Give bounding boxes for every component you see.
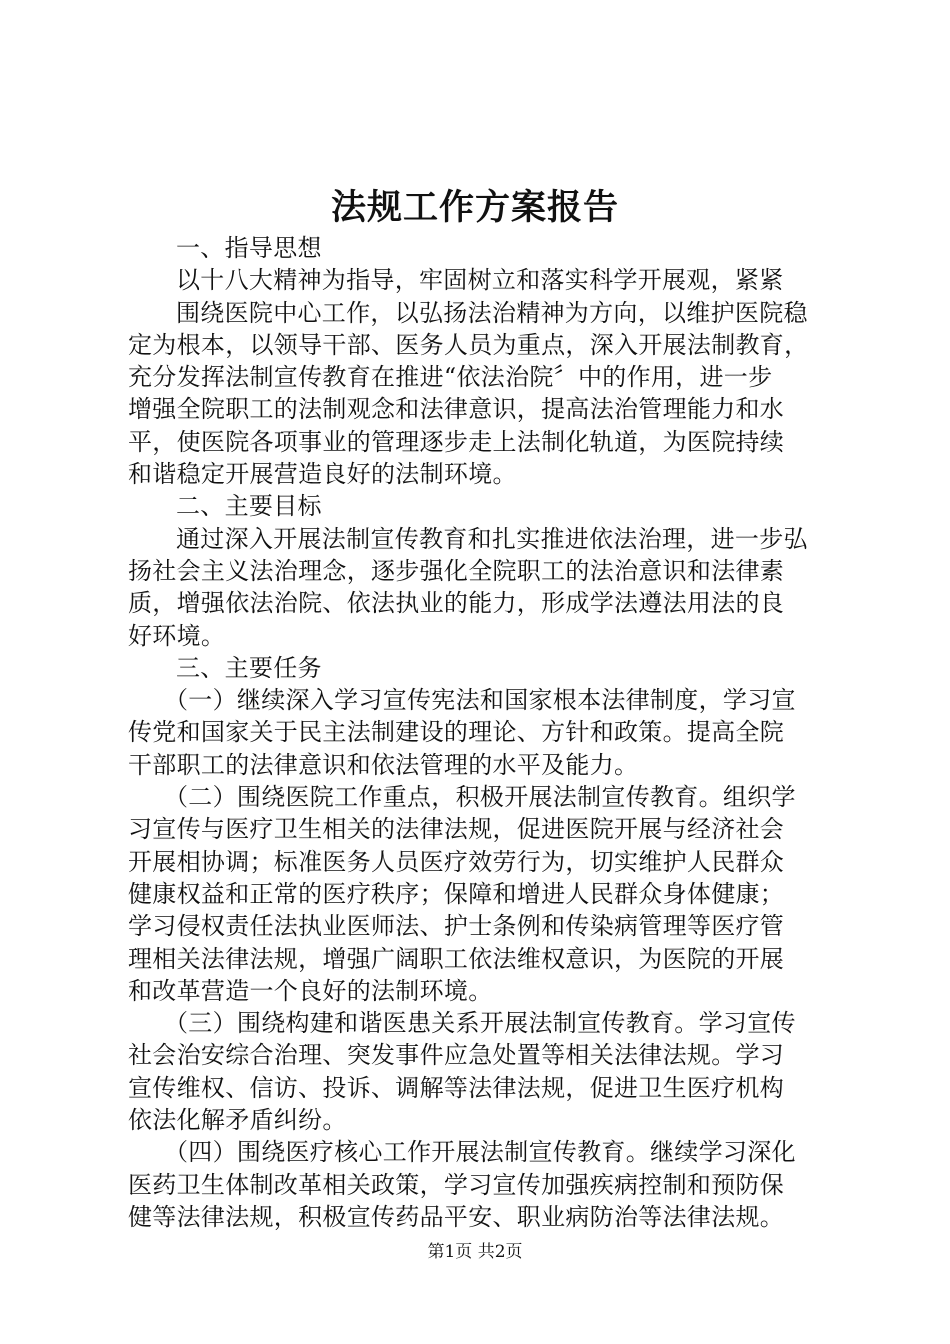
paragraph-line: （一）继续深入学习宣传宪法和国家根本法律制度，学习宣: [164, 686, 796, 715]
paragraph-line: 开展相协调；标准医务人员医疗效劳行为，切实维护人民群众: [128, 847, 785, 876]
paragraph-line: 习宣传与医疗卫生相关的法律法规，促进医院开展与经济社会: [128, 815, 785, 844]
paragraph-line: 充分发挥法制宣传教育在推进“依法治院〞中的作用，进一步: [128, 363, 773, 392]
paragraph-line: 围绕医院中心工作，以弘扬法治精神为方向，以维护医院稳: [176, 298, 808, 327]
paragraph-line: 社会治安综合治理、突发事件应急处置等相关法律法规。学习: [128, 1041, 785, 1070]
paragraph-line: 健等法律法规，积极宣传药品平安、职业病防治等法律法规。: [128, 1202, 785, 1231]
paragraph-line: 健康权益和正常的医疗秩序；保障和增进人民群众身体健康；: [128, 879, 785, 908]
paragraph-line: 传党和国家关于民主法制建设的理论、方针和政策。提高全院: [128, 718, 785, 747]
paragraph-line: （二）围绕医院工作重点，积极开展法制宣传教育。组织学: [164, 783, 796, 812]
paragraph-line: 以十八大精神为指导，牢固树立和落实科学开展观，紧紧: [176, 266, 784, 295]
paragraph-line: 增强全院职工的法制观念和法律意识，提高法治管理能力和水: [128, 395, 785, 424]
paragraph-line: （三）围绕构建和谐医患关系开展法制宣传教育。学习宣传: [164, 1009, 796, 1038]
paragraph-line: 定为根本，以领导干部、医务人员为重点，深入开展法制教育，: [128, 330, 809, 359]
page-footer: 第1页 共2页: [427, 1242, 523, 1262]
paragraph-line: 医药卫生体制改革相关政策，学习宣传加强疾病控制和预防保: [128, 1170, 785, 1199]
section-heading-guiding-ideology: 一、指导思想: [176, 234, 322, 262]
paragraph-line: 宣传维权、信访、投诉、调解等法律法规，促进卫生医疗机构: [128, 1073, 785, 1102]
paragraph-line: 学习侵权责任法执业医师法、护士条例和传染病管理等医疗管: [128, 912, 785, 941]
paragraph-line: 平，使医院各项事业的管理逐步走上法制化轨道，为医院持续: [128, 427, 785, 456]
paragraph-line: （四）围绕医疗核心工作开展法制宣传教育。继续学习深化: [164, 1138, 796, 1167]
section-heading-main-tasks: 三、主要任务: [176, 653, 322, 682]
document-body: [128, 232, 834, 1233]
paragraph-line: 好环境。: [128, 621, 226, 650]
paragraph-line: 扬社会主义法治理念，逐步强化全院职工的法治意识和法律素: [128, 556, 785, 585]
paragraph-line: 和谐稳定开展营造良好的法制环境。: [128, 460, 517, 489]
document-title: 法规工作方案报告: [330, 187, 619, 228]
paragraph-line: 和改革营造一个良好的法制环境。: [128, 976, 493, 1005]
paragraph-line: 依法化解矛盾纠纷。: [128, 1106, 347, 1135]
paragraph-line: 干部职工的法律意识和依法管理的水平及能力。: [128, 750, 639, 779]
section-heading-main-goals: 二、主要目标: [176, 492, 322, 521]
paragraph-line: 通过深入开展法制宣传教育和扎实推进依法治理，进一步弘: [176, 524, 808, 553]
paragraph-line: 质，增强依法治院、依法执业的能力，形成学法遵法用法的良: [128, 589, 785, 618]
paragraph-line: 理相关法律法规，增强广阔职工依法维权意识，为医院的开展: [128, 944, 785, 973]
